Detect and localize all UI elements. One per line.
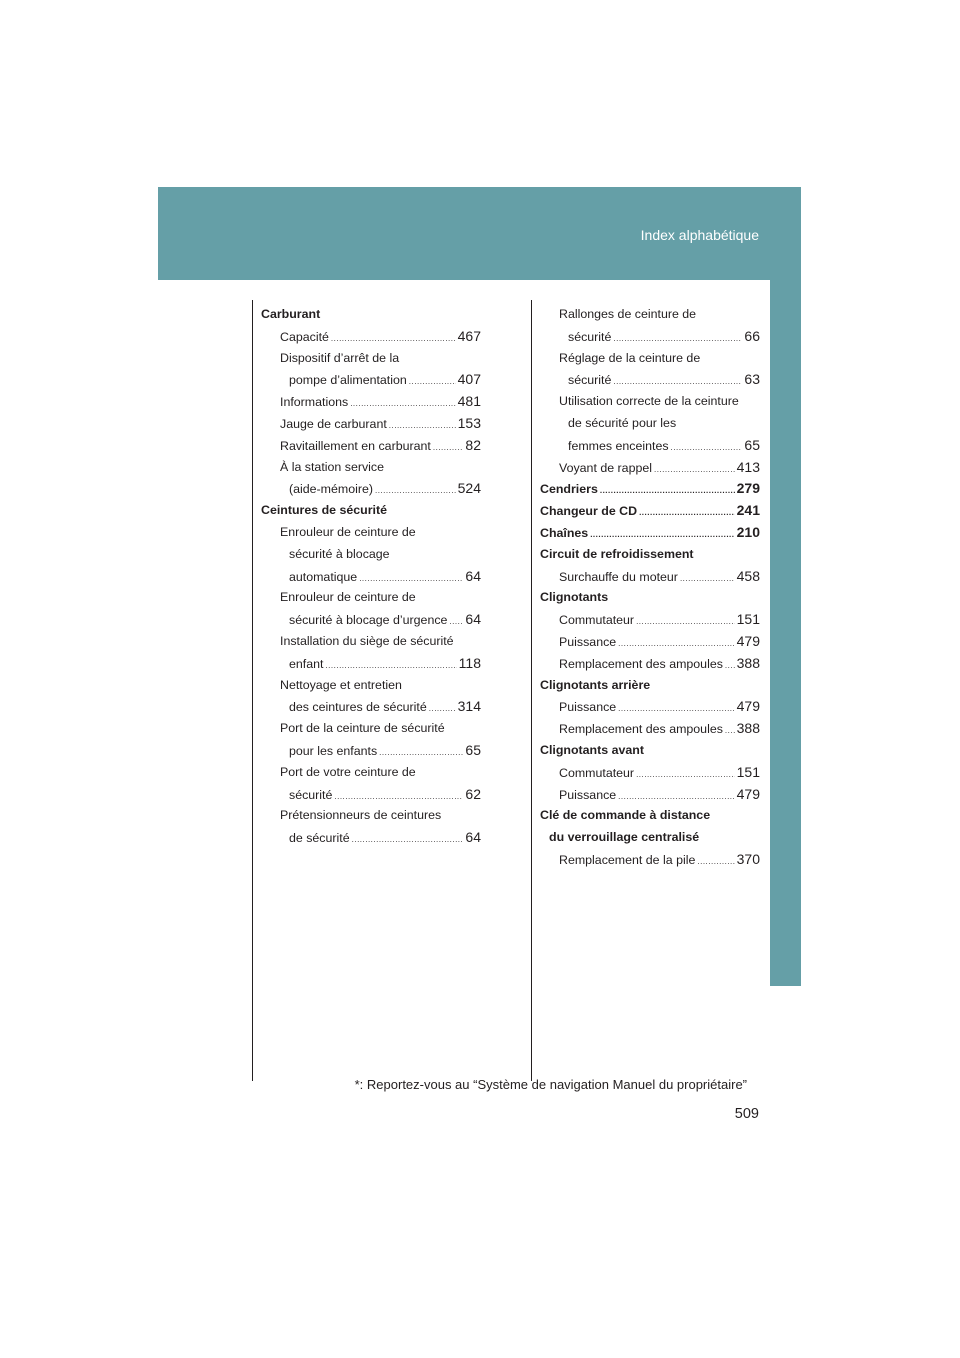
index-entry — [261, 391, 481, 413]
index-entry-text: pompe d’alimentation — [289, 373, 407, 388]
index-page-ref: 524 — [457, 480, 481, 497]
index-entry — [261, 544, 481, 566]
index-entry — [261, 784, 481, 806]
index-page-ref: 65 — [465, 741, 481, 758]
index-entry — [540, 544, 760, 566]
index-entry — [261, 587, 481, 609]
index-page-ref: 153 — [457, 414, 481, 431]
index-entry-text: Prétensionneurs de ceintures — [280, 808, 442, 823]
dot-leader — [590, 524, 734, 546]
dot-leader — [613, 371, 742, 393]
index-page-ref: 279 — [736, 480, 760, 497]
index-page-ref: 118 — [458, 654, 481, 671]
index-entry — [540, 609, 760, 631]
index-entry-text: Utilisation correcte de la ceinture — [559, 394, 739, 409]
index-entry — [540, 653, 760, 675]
index-entry — [261, 609, 481, 631]
index-entry — [540, 522, 760, 544]
index-entry-text: Port de votre ceinture de — [280, 764, 416, 779]
index-entry — [540, 827, 760, 849]
index-entry-text: Clé de commande à distance — [540, 808, 711, 823]
dot-leader — [379, 742, 463, 764]
left-column-rule — [252, 300, 253, 1081]
index-entry — [261, 653, 481, 675]
index-entry — [540, 587, 760, 609]
dot-leader — [697, 851, 734, 873]
index-page-ref: 151 — [736, 611, 760, 628]
dot-leader — [429, 698, 456, 720]
index-page-ref: 65 — [744, 436, 760, 453]
dot-leader — [618, 698, 734, 720]
index-entry — [261, 478, 481, 500]
dot-leader — [680, 568, 735, 590]
index-entry — [261, 413, 481, 435]
index-entry-text: Nettoyage et entretien — [280, 677, 402, 692]
index-entry-text: Port de la ceinture de sécurité — [280, 721, 445, 736]
index-entry — [540, 391, 760, 413]
index-entry — [261, 326, 481, 348]
index-entry — [540, 675, 760, 697]
index-page-ref: 388 — [736, 720, 760, 737]
index-entry-text: automatique — [289, 569, 358, 584]
index-page-ref: 481 — [457, 393, 481, 410]
index-entry-text: sécurité à blocage — [289, 546, 390, 561]
index-entry-text: de sécurité pour les — [568, 415, 677, 430]
index-entry-text: enfant — [289, 656, 324, 671]
index-entry-text: Réglage de la ceinture de — [559, 350, 701, 365]
index-page-ref: 63 — [744, 371, 760, 388]
index-entry-text: Circuit de refroidissement — [540, 546, 694, 561]
index-entry-text: sécurité — [568, 373, 612, 388]
index-entry-text: Capacité — [280, 329, 329, 344]
index-entry-text: Changeur de CD — [540, 504, 638, 519]
index-page-ref: 64 — [465, 567, 481, 584]
index-page-ref: 62 — [465, 785, 481, 802]
chapter-header-band — [158, 187, 801, 280]
dot-leader — [725, 655, 735, 677]
index-entry-text: Installation du siège de sécurité — [280, 633, 454, 648]
index-entry — [540, 457, 760, 479]
index-entry — [540, 326, 760, 348]
index-entry-text: sécurité à blocage d’urgence — [289, 613, 448, 628]
index-entry — [261, 348, 481, 370]
index-page-ref: 82 — [465, 436, 481, 453]
chapter-side-tab — [770, 280, 801, 986]
index-entry-text: femmes enceintes — [568, 438, 669, 453]
index-entry — [540, 849, 760, 871]
dot-leader — [433, 437, 464, 459]
index-column-right — [540, 304, 760, 871]
index-entry — [540, 435, 760, 457]
index-entry-text: Clignotants arrière — [540, 677, 651, 692]
index-entry-text: Commutateur — [559, 613, 635, 628]
index-entry-text: Clignotants — [540, 590, 609, 605]
index-entry-text: Puissance — [559, 634, 617, 649]
index-entry — [540, 413, 760, 435]
footnote: *: Reportez-vous au “Système de navigation Manuel du propriétaire” — [354, 1077, 747, 1092]
index-entry-text: Carburant — [261, 307, 321, 321]
index-entry-text: Remplacement des ampoules — [559, 722, 723, 737]
index-entry — [261, 762, 481, 784]
index-entry-text: Puissance — [559, 700, 617, 715]
index-entry-text: Chaînes — [540, 525, 589, 540]
index-entry — [540, 348, 760, 370]
index-entry-text: Enrouleur de ceinture de — [280, 590, 416, 605]
index-entry-text: sécurité — [289, 787, 333, 802]
index-entry — [540, 478, 760, 500]
index-column-left — [261, 304, 481, 849]
index-page-ref: 467 — [457, 327, 481, 344]
index-entry-text: Clignotants avant — [540, 742, 644, 757]
index-entry — [261, 522, 481, 544]
index-entry-text: Voyant de rappel — [559, 460, 653, 475]
index-page-ref: 458 — [736, 567, 760, 584]
index-entry — [261, 718, 481, 740]
index-entry-text: pour les enfants — [289, 743, 378, 758]
dot-leader — [618, 786, 734, 808]
index-entry-text: Ravitaillement en carburant — [280, 438, 431, 453]
index-entry — [261, 566, 481, 588]
dot-leader — [375, 480, 456, 502]
index-entry — [540, 566, 760, 588]
dot-leader — [325, 655, 456, 677]
index-page-ref: 241 — [736, 502, 760, 519]
index-entry — [261, 696, 481, 718]
index-entry — [540, 500, 760, 522]
index-entry — [540, 805, 760, 827]
index-entry — [261, 740, 481, 762]
index-entry-text: Surchauffe du moteur — [559, 569, 678, 584]
dot-leader — [654, 459, 735, 481]
dot-leader — [639, 502, 735, 524]
index-entry-text: À la station service — [280, 459, 384, 474]
column-divider-rule — [531, 300, 532, 1081]
index-entry-text: sécurité — [568, 329, 612, 344]
index-page-ref: 210 — [736, 523, 760, 540]
index-entry-text: Puissance — [559, 787, 617, 802]
index-entry-text: de sécurité — [289, 831, 350, 846]
index-entry — [261, 675, 481, 697]
dot-leader — [331, 328, 456, 350]
index-page-ref: 64 — [465, 611, 481, 628]
index-page-ref: 479 — [736, 632, 760, 649]
index-entry — [540, 304, 760, 326]
index-entry — [540, 762, 760, 784]
index-page-ref: 314 — [457, 698, 481, 715]
index-entry-text: Cendriers — [540, 482, 598, 497]
index-entry — [540, 784, 760, 806]
index-entry — [540, 718, 760, 740]
dot-leader — [449, 611, 463, 633]
index-entry-text: des ceintures de sécurité — [289, 700, 427, 715]
index-page-ref: 151 — [736, 763, 760, 780]
dot-leader — [636, 611, 735, 633]
dot-leader — [671, 437, 743, 459]
index-entry — [261, 304, 481, 326]
index-entry-text: Dispositif d’arrêt de la — [280, 350, 400, 365]
index-page-ref: 479 — [736, 785, 760, 802]
header-title: Index alphabétique — [640, 227, 759, 243]
dot-leader — [618, 633, 734, 655]
index-entry — [540, 631, 760, 653]
index-entry-text: Enrouleur de ceinture de — [280, 524, 416, 539]
index-page-ref: 64 — [465, 829, 481, 846]
index-entry — [261, 435, 481, 457]
index-entry — [261, 369, 481, 391]
dot-leader — [389, 415, 456, 437]
index-entry-text: Jauge de carburant — [280, 416, 387, 431]
index-page-ref: 479 — [736, 698, 760, 715]
dot-leader — [409, 371, 456, 393]
index-entry — [261, 457, 481, 479]
index-page-ref: 66 — [744, 327, 760, 344]
index-page-ref: 388 — [736, 654, 760, 671]
index-entry-text: Ceintures de sécurité — [261, 503, 388, 518]
index-entry — [261, 631, 481, 653]
dot-leader — [636, 764, 735, 786]
dot-leader — [725, 720, 735, 742]
index-entry-text: Commutateur — [559, 765, 635, 780]
dot-leader — [352, 829, 464, 851]
index-entry-text: Rallonges de ceinture de — [559, 307, 697, 321]
dot-leader — [359, 568, 463, 590]
index-entry — [540, 369, 760, 391]
dot-leader — [600, 480, 735, 502]
page-number: 509 — [734, 1106, 759, 1122]
index-page-ref: 370 — [736, 850, 760, 867]
index-entry — [261, 805, 481, 827]
index-entry-text: Remplacement de la pile — [559, 852, 696, 867]
index-entry — [261, 827, 481, 849]
dot-leader — [350, 393, 455, 415]
index-entry — [540, 696, 760, 718]
index-entry-text: du verrouillage centralisé — [549, 830, 700, 845]
index-entry — [540, 740, 760, 762]
dot-leader — [613, 328, 742, 350]
index-page-ref: 413 — [736, 458, 760, 475]
index-entry — [261, 500, 481, 522]
index-entry-text: Remplacement des ampoules — [559, 656, 723, 671]
dot-leader — [334, 786, 463, 808]
index-entry-text: Informations — [280, 395, 349, 410]
index-page-ref: 407 — [457, 371, 481, 388]
index-entry-text: (aide-mémoire) — [289, 482, 373, 497]
